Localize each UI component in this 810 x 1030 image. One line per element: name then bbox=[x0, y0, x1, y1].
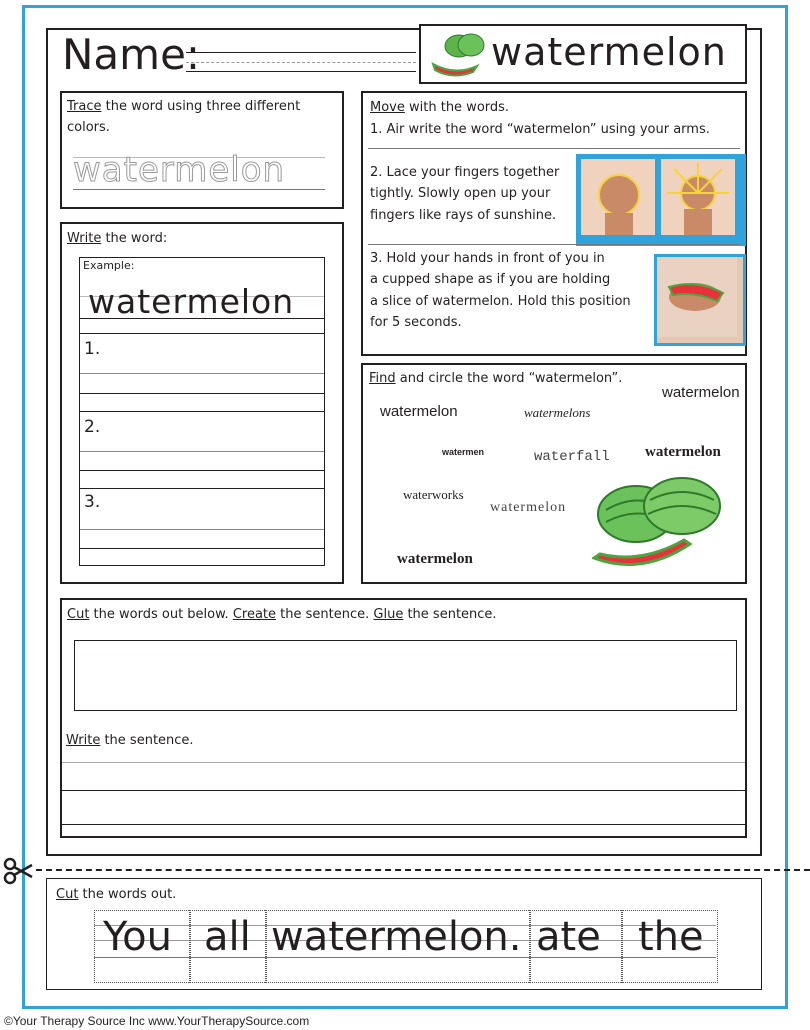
move-step-3-line-4: for 5 seconds. bbox=[370, 315, 462, 331]
move-step-3-line-2: a cupped shape as if you are holding bbox=[370, 272, 611, 288]
glue-area[interactable] bbox=[74, 640, 737, 711]
trace-instruction-line2: colors. bbox=[67, 119, 110, 135]
trace-word[interactable]: watermelon bbox=[73, 150, 286, 190]
cutout-word-3: watermelon. bbox=[271, 914, 522, 960]
find-word-1[interactable]: watermelon bbox=[662, 384, 740, 401]
example-guide-bottom bbox=[80, 333, 324, 334]
move-instruction-text: with the words. bbox=[404, 100, 510, 115]
find-word-7[interactable]: waterworks bbox=[403, 487, 464, 502]
write-row-3[interactable] bbox=[80, 490, 324, 565]
move-step-1: 1. Air write the word “watermelon” using your arms. bbox=[370, 122, 710, 137]
write-row-2-number: 2. bbox=[84, 417, 101, 437]
create-rest: the sentence. bbox=[276, 607, 374, 622]
lace-fingers-photos bbox=[576, 154, 746, 246]
move-step-2 bbox=[370, 162, 559, 226]
find-word-5[interactable]: waterfall bbox=[534, 449, 610, 465]
write-row-1-number: 1. bbox=[84, 339, 101, 359]
trace-instruction-text: the word using three different bbox=[101, 99, 301, 114]
title-word: watermelon bbox=[491, 30, 727, 74]
write-row-3-number: 3. bbox=[84, 492, 101, 512]
write-word-verb: Write bbox=[67, 231, 102, 246]
find-word-9[interactable]: watermelon bbox=[397, 551, 473, 567]
glue-rest: the sentence. bbox=[403, 607, 497, 622]
find-word-6[interactable]: watermelon bbox=[645, 444, 721, 460]
cut-verb: Cut bbox=[67, 607, 90, 622]
glue-verb: Glue bbox=[373, 607, 404, 622]
find-word-4[interactable]: watermen bbox=[442, 447, 485, 457]
move-step-2-line-2: tightly. Slowly open up your bbox=[370, 186, 551, 202]
cutout-word-1: You bbox=[103, 914, 172, 960]
write-sentence-text: the sentence. bbox=[100, 733, 194, 748]
move-step-3-line-3: a slice of watermelon. Hold this position bbox=[370, 293, 631, 309]
write-word-text: the word: bbox=[101, 231, 168, 246]
cut-rest: the words out below. bbox=[89, 607, 233, 622]
write-row-2-bottom bbox=[80, 488, 324, 489]
find-word-3[interactable]: watermelons bbox=[524, 405, 591, 420]
find-instruction-text: and circle the word “watermelon”. bbox=[395, 371, 623, 386]
cutout-word-2: all bbox=[204, 914, 251, 960]
example-word: watermelon bbox=[88, 282, 295, 321]
write-row-1[interactable] bbox=[80, 335, 324, 411]
hands-icon bbox=[579, 157, 737, 237]
write-sentence-area[interactable] bbox=[62, 755, 745, 836]
move-step-2-line-3: fingers like rays of sunshine. bbox=[370, 207, 557, 223]
name-field[interactable] bbox=[186, 52, 416, 72]
move-divider-1 bbox=[368, 148, 740, 149]
move-step-3-line-1: 3. Hold your hands in front of you in bbox=[370, 251, 605, 266]
write-sentence-verb: Write bbox=[66, 733, 101, 748]
sentence-instruction bbox=[67, 605, 497, 626]
watermelon-slice-hands-icon bbox=[657, 257, 737, 337]
example-label: Example: bbox=[83, 259, 135, 272]
create-verb: Create bbox=[232, 607, 277, 622]
move-step-2-line-1: 2. Lace your fingers together bbox=[370, 165, 560, 180]
write-word-instruction bbox=[67, 229, 167, 250]
watermelon-icon bbox=[427, 30, 487, 80]
footer-copyright: ©Your Therapy Source Inc www.YourTherapySource.com bbox=[4, 1014, 310, 1028]
cutout-text: the words out. bbox=[78, 887, 177, 902]
write-sentence-instruction bbox=[66, 731, 194, 752]
scissors-icon bbox=[2, 856, 36, 886]
move-instruction bbox=[370, 98, 509, 119]
watermelon-image bbox=[592, 470, 726, 578]
find-verb: Find bbox=[369, 371, 396, 386]
move-divider-2 bbox=[368, 244, 740, 245]
write-row-2[interactable] bbox=[80, 413, 324, 488]
title-box bbox=[419, 24, 747, 84]
trace-verb: Trace bbox=[67, 99, 102, 114]
cutout-word-4: ate bbox=[536, 914, 601, 960]
move-step-3 bbox=[370, 248, 631, 334]
find-word-8[interactable]: watermelon bbox=[490, 500, 567, 515]
move-verb: Move bbox=[370, 100, 405, 115]
find-instruction bbox=[369, 369, 622, 390]
cupped-hands-photo bbox=[654, 254, 746, 346]
write-row-1-bottom bbox=[80, 411, 324, 412]
cut-line bbox=[36, 869, 810, 871]
name-label: Name: bbox=[62, 30, 201, 79]
find-word-2[interactable]: watermelon bbox=[380, 403, 458, 420]
cutout-instruction bbox=[56, 885, 176, 906]
cutout-verb: Cut bbox=[56, 887, 79, 902]
cutout-word-5: the bbox=[638, 914, 704, 960]
trace-instruction bbox=[67, 97, 337, 139]
